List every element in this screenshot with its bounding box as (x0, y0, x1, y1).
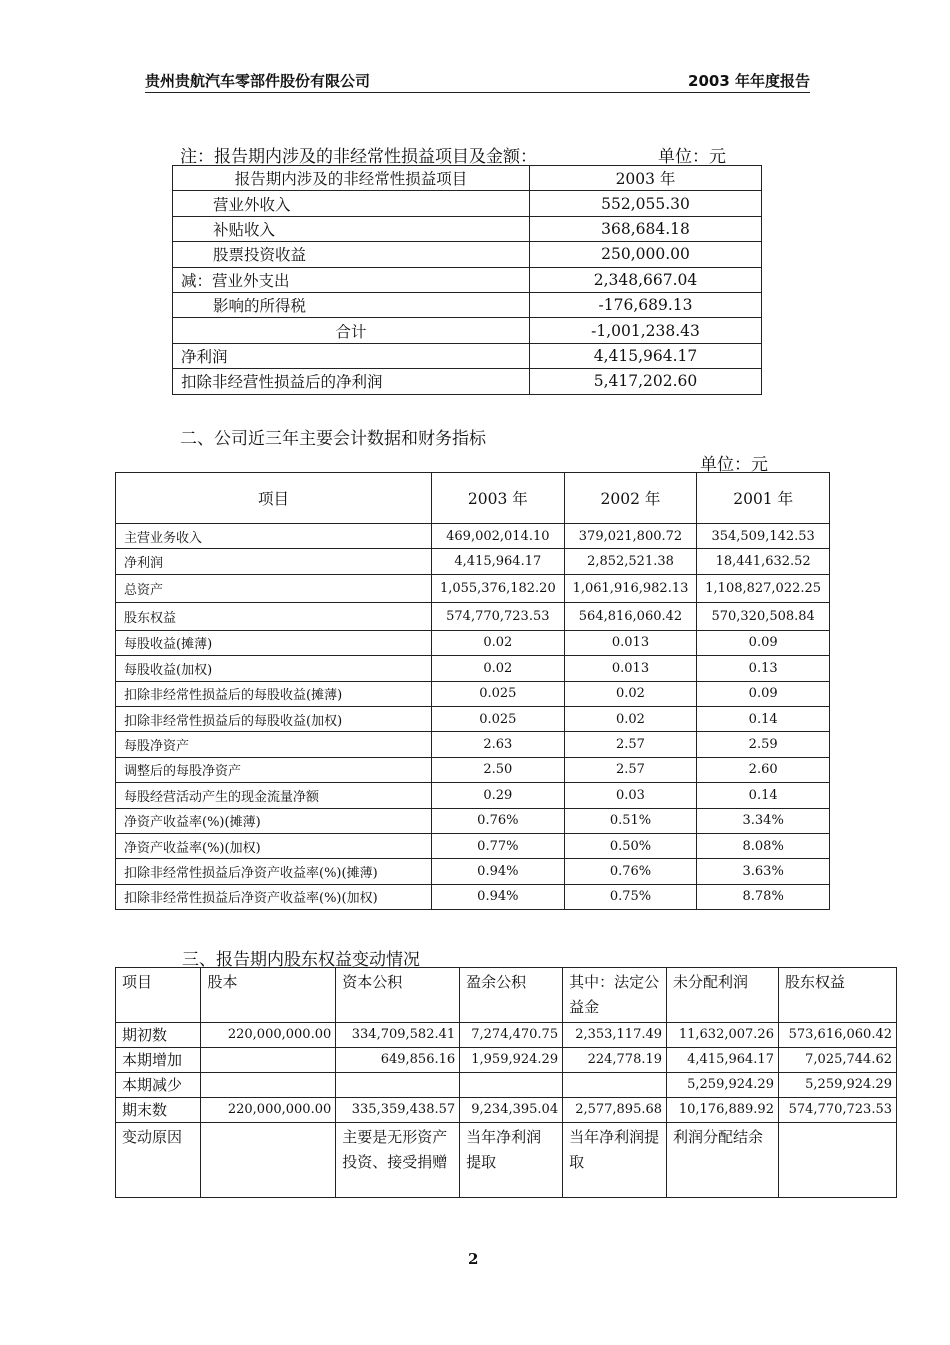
row-value: 354,509,142.53 (697, 524, 830, 549)
row-label: 净资产收益率(%)(加权) (116, 833, 432, 858)
table-row (116, 732, 830, 757)
table-row (116, 884, 830, 909)
row-value: 573,616,060.42 (778, 1023, 896, 1048)
table-header-row (116, 968, 897, 1023)
row-value: 224,778.19 (563, 1048, 667, 1073)
row-value: 649,856.16 (336, 1048, 460, 1073)
table-row (116, 549, 830, 574)
year-header: 2003 年 (530, 166, 762, 191)
row-value: 0.09 (697, 681, 830, 706)
note-unit: 单位：元 (658, 147, 726, 167)
row-value: 0.14 (697, 706, 830, 731)
row-label: 调整后的每股净资产 (116, 757, 432, 782)
equity-changes-table (115, 967, 897, 1198)
row-label: 扣除非经常性损益后净资产收益率(%)(摊薄) (116, 859, 432, 884)
row-label: 每股收益(摊薄) (116, 630, 432, 655)
reason-text: 当年净利润提取 (563, 1123, 667, 1198)
row-value: 2,577,895.68 (563, 1098, 667, 1123)
row-value: 18,441,632.52 (697, 549, 830, 574)
row-label: 扣除非经常性损益后的每股收益(摊薄) (116, 681, 432, 706)
table-row (116, 808, 830, 833)
row-value: 0.02 (564, 681, 697, 706)
table-row (116, 783, 830, 808)
item-value: 368,684.18 (530, 216, 762, 241)
item-value: 5,417,202.60 (530, 369, 762, 394)
row-label: 净资产收益率(%)(摊薄) (116, 808, 432, 833)
row-value: 0.77% (432, 833, 565, 858)
row-value: 0.94% (432, 859, 565, 884)
row-value: 7,274,470.75 (460, 1023, 563, 1048)
row-value: 0.013 (564, 630, 697, 655)
table-row (116, 1073, 897, 1098)
table-row (116, 757, 830, 782)
row-label: 期初数 (116, 1023, 201, 1048)
row-value: 2.50 (432, 757, 565, 782)
row-value: 7,025,744.62 (778, 1048, 896, 1073)
column-header: 盈余公积 (460, 968, 563, 1023)
section2-title: 二、公司近三年主要会计数据和财务指标 (180, 429, 486, 449)
column-header: 项目 (116, 473, 432, 524)
reason-text (778, 1123, 896, 1198)
column-header: 未分配利润 (667, 968, 779, 1023)
table-row (116, 833, 830, 858)
row-value: 0.02 (432, 630, 565, 655)
section2-unit: 单位：元 (700, 455, 768, 475)
table-row (116, 630, 830, 655)
row-label: 本期增加 (116, 1048, 201, 1073)
item-label: 合计 (173, 318, 530, 343)
company-name: 贵州贵航汽车零部件股份有限公司 (145, 72, 371, 90)
row-value: 0.76% (432, 808, 565, 833)
row-label: 扣除非经常性损益后的每股收益(加权) (116, 706, 432, 731)
row-value: 11,632,007.26 (667, 1023, 779, 1048)
table-row (116, 681, 830, 706)
row-value: 0.51% (564, 808, 697, 833)
row-label: 股东权益 (116, 602, 432, 630)
table-row (116, 574, 830, 602)
row-value: 0.14 (697, 783, 830, 808)
row-label: 主营业务收入 (116, 524, 432, 549)
row-value: 0.02 (564, 706, 697, 731)
row-value: 1,959,924.29 (460, 1048, 563, 1073)
note-text: 注：报告期内涉及的非经常性损益项目及金额： (180, 147, 537, 167)
table-row (173, 191, 762, 216)
row-value: 0.29 (432, 783, 565, 808)
row-value: 334,709,582.41 (336, 1023, 460, 1048)
table-row (173, 343, 762, 368)
row-value: 2.57 (564, 732, 697, 757)
column-header: 2003 年 (432, 473, 565, 524)
table-row (116, 706, 830, 731)
item-value: 2,348,667.04 (530, 267, 762, 292)
row-value: 9,234,395.04 (460, 1098, 563, 1123)
column-header: 报告期内涉及的非经常性损益项目 (173, 166, 530, 191)
row-value: 0.03 (564, 783, 697, 808)
row-value: 220,000,000.00 (201, 1098, 336, 1123)
table-row (173, 369, 762, 394)
table-row (173, 267, 762, 292)
row-label: 净利润 (116, 549, 432, 574)
item-label: 补贴收入 (173, 216, 530, 241)
row-value (563, 1073, 667, 1098)
row-value: 2.60 (697, 757, 830, 782)
page-number: 2 (468, 1250, 479, 1268)
item-value: 552,055.30 (530, 191, 762, 216)
row-value: 8.08% (697, 833, 830, 858)
row-value: 0.13 (697, 656, 830, 681)
reason-text: 利润分配结余 (667, 1123, 779, 1198)
item-value: -1,001,238.43 (530, 318, 762, 343)
row-value: 1,061,916,982.13 (564, 574, 697, 602)
row-value: 5,259,924.29 (778, 1073, 896, 1098)
row-value: 2,852,521.38 (564, 549, 697, 574)
item-label: 减：营业外支出 (173, 267, 530, 292)
row-value: 3.34% (697, 808, 830, 833)
row-value: 8.78% (697, 884, 830, 909)
item-label: 扣除非经营性损益后的净利润 (173, 369, 530, 394)
table-row (116, 1098, 897, 1123)
column-header: 2002 年 (564, 473, 697, 524)
row-value: 379,021,800.72 (564, 524, 697, 549)
row-label: 期末数 (116, 1098, 201, 1123)
page-header (145, 68, 810, 93)
column-header: 资本公积 (336, 968, 460, 1023)
column-header: 项目 (116, 968, 201, 1023)
row-label: 每股经营活动产生的现金流量净额 (116, 783, 432, 808)
table-header-row (173, 166, 762, 191)
row-value: 0.025 (432, 681, 565, 706)
row-value: 335,359,438.57 (336, 1098, 460, 1123)
row-value: 0.025 (432, 706, 565, 731)
row-value: 0.75% (564, 884, 697, 909)
column-header: 其中：法定公益金 (563, 968, 667, 1023)
reason-row (116, 1123, 897, 1198)
row-label: 总资产 (116, 574, 432, 602)
row-value: 469,002,014.10 (432, 524, 565, 549)
row-value: 570,320,508.84 (697, 602, 830, 630)
item-value: 250,000.00 (530, 242, 762, 267)
table-row (173, 292, 762, 317)
reason-text (201, 1123, 336, 1198)
item-label: 营业外收入 (173, 191, 530, 216)
reason-text: 主要是无形资产投资、接受捐赠 (336, 1123, 460, 1198)
table-row (116, 859, 830, 884)
section3-title: 三、报告期内股东权益变动情况 (182, 950, 420, 970)
column-header: 股东权益 (778, 968, 896, 1023)
row-value: 0.013 (564, 656, 697, 681)
row-value: 0.76% (564, 859, 697, 884)
row-value: 4,415,964.17 (432, 549, 565, 574)
row-value: 2.57 (564, 757, 697, 782)
row-label: 本期减少 (116, 1073, 201, 1098)
table-row (116, 1023, 897, 1048)
row-value: 2.59 (697, 732, 830, 757)
row-value: 5,259,924.29 (667, 1073, 779, 1098)
row-value: 574,770,723.53 (432, 602, 565, 630)
item-value: 4,415,964.17 (530, 343, 762, 368)
row-value: 4,415,964.17 (667, 1048, 779, 1073)
row-value: 0.50% (564, 833, 697, 858)
row-value: 574,770,723.53 (778, 1098, 896, 1123)
row-value: 0.02 (432, 656, 565, 681)
row-value: 1,055,376,182.20 (432, 574, 565, 602)
row-label: 变动原因 (116, 1123, 201, 1198)
row-value: 1,108,827,022.25 (697, 574, 830, 602)
row-value: 2,353,117.49 (563, 1023, 667, 1048)
row-label: 每股净资产 (116, 732, 432, 757)
nonrecurring-items-table (172, 165, 762, 395)
note-title (180, 142, 726, 167)
table-row (116, 602, 830, 630)
row-value: 3.63% (697, 859, 830, 884)
table-row (173, 318, 762, 343)
row-label: 扣除非经常性损益后净资产收益率(%)(加权) (116, 884, 432, 909)
reason-text: 当年净利润提取 (460, 1123, 563, 1198)
row-value: 0.94% (432, 884, 565, 909)
item-label: 股票投资收益 (173, 242, 530, 267)
report-title: 2003 年年度报告 (688, 72, 810, 90)
row-value (460, 1073, 563, 1098)
row-value: 2.63 (432, 732, 565, 757)
row-value: 0.09 (697, 630, 830, 655)
row-label: 每股收益(加权) (116, 656, 432, 681)
row-value (201, 1073, 336, 1098)
item-value: -176,689.13 (530, 292, 762, 317)
row-value: 220,000,000.00 (201, 1023, 336, 1048)
financial-indicators-table (115, 472, 830, 910)
column-header: 股本 (201, 968, 336, 1023)
table-row (116, 1048, 897, 1073)
row-value (201, 1048, 336, 1073)
table-row (116, 656, 830, 681)
table-row (173, 216, 762, 241)
row-value: 10,176,889.92 (667, 1098, 779, 1123)
column-header: 2001 年 (697, 473, 830, 524)
table-header-row (116, 473, 830, 524)
item-label: 净利润 (173, 343, 530, 368)
row-value: 564,816,060.42 (564, 602, 697, 630)
row-value (336, 1073, 460, 1098)
item-label: 影响的所得税 (173, 292, 530, 317)
table-row (173, 242, 762, 267)
table-row (116, 524, 830, 549)
